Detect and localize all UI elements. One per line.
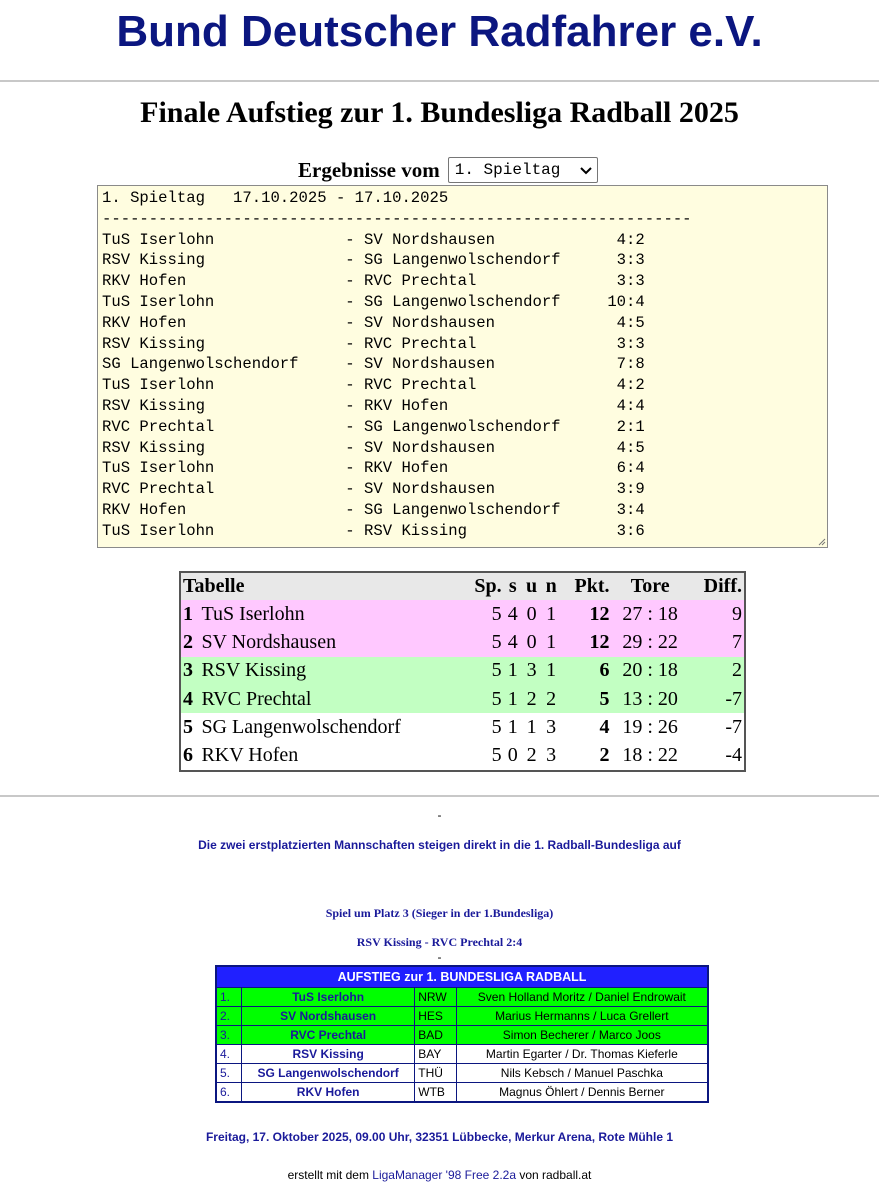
standings-pkt: 12 — [589, 630, 610, 653]
promotion-region: BAD — [415, 1026, 456, 1045]
standings-n: 1 — [546, 659, 557, 682]
divider-bottom — [0, 795, 879, 797]
promotion-region: NRW — [415, 988, 456, 1007]
standings-table — [179, 571, 746, 772]
standings-s: 1 — [507, 687, 518, 710]
standings-tore: 29 : 22 — [622, 630, 678, 653]
standings-header-pkt: Pkt. — [574, 575, 610, 597]
ligamanager-link[interactable]: LigaManager '98 Free 2.2a — [372, 1168, 516, 1182]
promotion-pos: 6. — [216, 1083, 242, 1103]
standings-pkt: 5 — [599, 687, 610, 710]
promotion-players: Martin Egarter / Dr. Thomas Kieferle — [456, 1045, 708, 1064]
promotion-players: Simon Becherer / Marco Joos — [456, 1026, 708, 1045]
page-title: Finale Aufstieg zur 1. Bundesliga Radball 2025 — [140, 96, 739, 129]
standings-team: RSV Kissing — [201, 659, 307, 682]
resize-grip-icon[interactable] — [816, 536, 826, 546]
standings-row — [180, 600, 745, 628]
promotion-row — [216, 1064, 708, 1083]
matchday-select[interactable] — [448, 157, 598, 183]
standings-team: TuS Iserlohn — [201, 602, 305, 625]
standings-u: 3 — [526, 659, 537, 682]
standings-pos: 5 — [183, 715, 193, 738]
standings-row — [180, 628, 745, 656]
standings-pos: 3 — [183, 659, 193, 682]
standings-header-s: s — [508, 575, 517, 597]
standings-pkt: 4 — [599, 715, 610, 738]
standings-sp: 5 — [491, 602, 502, 625]
promotion-table — [215, 965, 709, 1103]
promotion-row — [216, 988, 708, 1007]
standings-tore: 27 : 18 — [622, 602, 678, 625]
standings-u: 2 — [526, 744, 537, 767]
promotion-region: THÜ — [415, 1064, 456, 1083]
standings-sp: 5 — [491, 659, 502, 682]
standings-row — [180, 742, 745, 771]
standings-header-table: Tabelle — [183, 575, 245, 597]
standings-diff: -7 — [725, 715, 742, 738]
standings-header-tore: Tore — [630, 575, 670, 597]
standings-team: RVC Prechtal — [201, 687, 312, 710]
standings-n: 3 — [546, 744, 557, 767]
standings-diff: 7 — [732, 630, 742, 653]
promotion-players: Marius Hermanns / Luca Grellert — [456, 1007, 708, 1026]
event-info: Freitag, 17. Oktober 2025, 09.00 Uhr, 32351 Lübbecke, Merkur Arena, Rote Mühle 1 — [205, 1130, 674, 1144]
standings-n: 1 — [546, 630, 557, 653]
standings-row — [180, 685, 745, 713]
footer — [0, 1168, 879, 1182]
standings-sp: 5 — [491, 744, 502, 767]
promotion-pos: 4. — [216, 1045, 242, 1064]
standings-header-sp: Sp. — [474, 575, 502, 597]
standings-pkt: 12 — [589, 602, 610, 625]
divider-top — [0, 80, 879, 82]
promotion-team: SG Langenwolschendorf — [242, 1064, 415, 1083]
footer-suffix: von radball.at — [516, 1168, 592, 1182]
promotion-region: HES — [415, 1007, 456, 1026]
promotion-table-title: AUFSTIEG zur 1. BUNDESLIGA RADBALL — [216, 966, 708, 988]
separator-dash: - — [437, 950, 442, 964]
standings-n: 3 — [546, 715, 557, 738]
promotion-players: Magnus Öhlert / Dennis Berner — [456, 1083, 708, 1103]
promotion-note: Die zwei erstplatzierten Mannschaften steigen direkt in die 1. Radball-Bundesliga auf — [198, 838, 681, 852]
standings-team: SV Nordshausen — [201, 630, 337, 653]
promotion-team: TuS Iserlohn — [242, 988, 415, 1007]
standings-tore: 20 : 18 — [622, 659, 678, 682]
standings-sp: 5 — [491, 630, 502, 653]
standings-sp: 5 — [491, 715, 502, 738]
standings-pkt: 2 — [599, 744, 610, 767]
standings-header-n: n — [545, 575, 557, 597]
results-selector-row — [298, 155, 598, 185]
promotion-pos: 1. — [216, 988, 242, 1007]
standings-sp: 5 — [491, 687, 502, 710]
standings-tore: 13 : 20 — [622, 687, 678, 710]
standings-n: 1 — [546, 602, 557, 625]
standings-diff: -7 — [725, 687, 742, 710]
promotion-pos: 5. — [216, 1064, 242, 1083]
promotion-pos: 3. — [216, 1026, 242, 1045]
playoff-result: RSV Kissing - RVC Prechtal 2:4 — [356, 935, 523, 949]
standings-team: SG Langenwolschendorf — [201, 715, 401, 738]
promotion-team: RKV Hofen — [242, 1083, 415, 1103]
standings-diff: 2 — [732, 659, 742, 682]
promotion-region: WTB — [415, 1083, 456, 1103]
standings-u: 0 — [526, 630, 537, 653]
standings-pkt: 6 — [599, 659, 610, 682]
standings-s: 4 — [507, 602, 518, 625]
playoff-title: Spiel um Platz 3 (Sieger in der 1.Bundesliga) — [325, 906, 554, 920]
results-selector-label: Ergebnisse vom — [298, 157, 440, 182]
promotion-row — [216, 1007, 708, 1026]
promotion-players: Sven Holland Moritz / Daniel Endrowait — [456, 988, 708, 1007]
standings-header-row — [180, 572, 745, 600]
chevron-down-icon — [579, 163, 593, 177]
standings-header-diff: Diff. — [703, 575, 742, 597]
promotion-team: RVC Prechtal — [242, 1026, 415, 1045]
standings-s: 1 — [507, 659, 518, 682]
standings-row — [180, 713, 745, 741]
promotion-pos: 2. — [216, 1007, 242, 1026]
standings-s: 1 — [507, 715, 518, 738]
standings-pos: 4 — [183, 687, 193, 710]
standings-s: 0 — [507, 744, 518, 767]
standings-team: RKV Hofen — [201, 744, 299, 767]
promotion-row — [216, 1083, 708, 1103]
standings-u: 1 — [526, 715, 537, 738]
standings-s: 4 — [507, 630, 518, 653]
org-title: Bund Deutscher Radfahrer e.V. — [116, 7, 763, 56]
standings-header-u: u — [526, 575, 538, 597]
standings-u: 2 — [526, 687, 537, 710]
separator-dash: - — [437, 808, 442, 822]
standings-u: 0 — [526, 602, 537, 625]
standings-pos: 6 — [183, 744, 193, 767]
promotion-team: RSV Kissing — [242, 1045, 415, 1064]
standings-row — [180, 657, 745, 685]
promotion-players: Nils Kebsch / Manuel Paschka — [456, 1064, 708, 1083]
standings-pos: 1 — [183, 602, 193, 625]
results-text: 1. Spieltag 17.10.2025 - 17.10.2025 --------------------------------------------------------------- TuS Iserlohn - SV Nordshausen 4:2 RSV Kissing - SG Langenwolschendorf 3:3 RKV Hofen - RVC Prechtal 3:3 TuS Iserlohn - SG Langenwolschendorf 10:4 RKV Hofen - SV Nordshausen 4:5 RSV Kissing - RVC Prechtal 3:3 SG Langenwolschendorf - SV Nordshausen 7:8 TuS Iserlohn - RVC Prechtal 4:2 RSV Kissing - RKV Hofen 4:4 RVC Prechtal - SG Langenwolschendorf 2:1 RSV Kissing - SV Nordshausen 4:5 TuS Iserlohn - RKV Hofen 6:4 RVC Prechtal - SV Nordshausen 3:9 RKV Hofen - SG Langenwolschendorf 3:4 TuS Iserlohn - RSV Kissing 3:6 — [102, 189, 692, 540]
promotion-team: SV Nordshausen — [242, 1007, 415, 1026]
standings-tore: 18 : 22 — [622, 744, 678, 767]
promotion-region: BAY — [415, 1045, 456, 1064]
standings-pos: 2 — [183, 630, 193, 653]
matchday-select-value: 1. Spieltag — [454, 161, 561, 179]
promotion-row — [216, 1026, 708, 1045]
promotion-row — [216, 1045, 708, 1064]
standings-n: 2 — [546, 687, 557, 710]
results-textarea[interactable] — [97, 185, 828, 548]
standings-diff: -4 — [725, 744, 742, 767]
footer-prefix: erstellt mit dem — [287, 1168, 373, 1182]
standings-tore: 19 : 26 — [622, 715, 678, 738]
standings-diff: 9 — [732, 602, 742, 625]
